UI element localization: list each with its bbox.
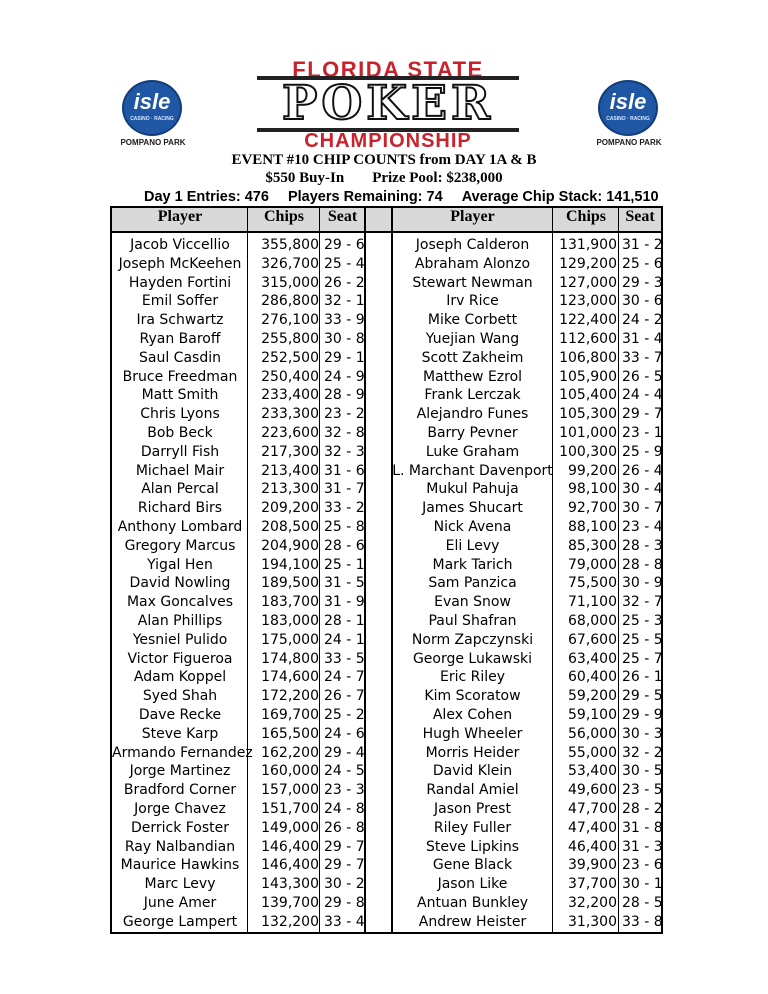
- chip-count: 204,900: [261, 537, 319, 554]
- seat-assignment: 26 - 1: [622, 669, 663, 686]
- player-name: James Shucart: [422, 500, 523, 517]
- chip-count: 160,000: [261, 763, 319, 780]
- seat-assignment: 29 - 7: [324, 838, 365, 855]
- seat-assignment: 32 - 8: [324, 425, 365, 441]
- player-name: Gregory Marcus: [124, 537, 236, 554]
- seat-assignment: 25 - 5: [622, 631, 663, 648]
- chip-count: 209,200: [261, 500, 319, 517]
- players-remaining: Players Remaining: 74: [287, 189, 443, 205]
- logo-pompano-park-text: POMPANO PARK: [120, 138, 186, 147]
- seat-assignment: 30 - 5: [622, 763, 663, 780]
- table-row: [112, 725, 661, 743]
- player-name: Dave Recke: [138, 707, 222, 723]
- player-name: George Lampert: [122, 913, 238, 930]
- player-name: Yigal Hen: [147, 556, 213, 573]
- table-row: [112, 292, 661, 310]
- player-name: George Lukawski: [412, 650, 533, 667]
- player-name: David Nowling: [129, 575, 231, 592]
- seat-assignment: 28 - 5: [622, 895, 663, 911]
- table-row: [112, 650, 661, 668]
- chip-count: 162,200: [261, 744, 319, 761]
- table-row: [112, 330, 661, 348]
- chip-count: 315,000: [261, 274, 319, 291]
- chip-count: 223,600: [261, 425, 319, 441]
- player-name: Mark Tarich: [432, 556, 513, 573]
- table-row: [112, 913, 661, 931]
- seat-assignment: 24 - 6: [324, 725, 365, 742]
- chip-count: 56,000: [568, 725, 617, 742]
- seat-assignment: 29 - 6: [324, 237, 365, 253]
- player-name: Adam Koppel: [133, 669, 227, 686]
- seat-assignment: 31 - 2: [622, 237, 663, 253]
- seat-assignment: 33 - 7: [622, 349, 663, 366]
- seat-assignment: 24 - 1: [324, 631, 365, 648]
- logo-isle-text: isle: [133, 89, 171, 114]
- player-name: Kim Scoratow: [424, 688, 521, 705]
- logo-isle-text: isle: [609, 89, 647, 114]
- player-name: Steve Karp: [141, 725, 219, 742]
- player-name: Mukul Pahuja: [426, 481, 519, 498]
- chip-count: 32,200: [568, 895, 617, 911]
- seat-assignment: 23 - 5: [622, 782, 663, 799]
- chip-count: 49,600: [568, 782, 617, 799]
- table-row: [112, 424, 661, 442]
- seat-assignment: 23 - 6: [622, 857, 663, 874]
- seat-assignment: 25 - 8: [324, 519, 365, 535]
- chip-count: 208,500: [261, 519, 319, 535]
- chip-count: 37,700: [568, 876, 617, 893]
- chip-count: 67,600: [568, 631, 617, 648]
- chip-count: 129,200: [559, 255, 617, 272]
- player-name: Armando Fernandez: [112, 744, 253, 761]
- chip-count: 105,400: [559, 387, 617, 404]
- player-name: Emil Soffer: [141, 293, 219, 310]
- player-name: Mike Corbett: [427, 312, 518, 329]
- seat-assignment: 28 - 9: [324, 387, 365, 404]
- header-player-right: Player: [450, 208, 495, 225]
- table-row: [112, 631, 661, 649]
- chip-count: 59,200: [568, 688, 617, 705]
- seat-assignment: 32 - 3: [324, 443, 365, 460]
- player-name: Max Goncalves: [126, 594, 234, 611]
- player-name: Paul Shafran: [428, 613, 517, 629]
- event-title: EVENT #10 CHIP COUNTS from DAY 1A & B: [231, 152, 537, 168]
- table-row: [112, 349, 661, 367]
- seat-assignment: 28 - 6: [324, 537, 365, 554]
- chip-count: 105,300: [559, 406, 617, 423]
- player-name: Victor Figueroa: [127, 650, 233, 667]
- seat-assignment: 29 - 1: [324, 349, 365, 366]
- seat-assignment: 28 - 8: [622, 556, 663, 573]
- seat-assignment: 31 - 5: [324, 575, 365, 592]
- seat-assignment: 33 - 9: [324, 312, 365, 329]
- player-name: Andrew Heister: [418, 913, 527, 930]
- header-seat-right: Seat: [625, 208, 655, 225]
- buy-in: $550 Buy-In: [265, 170, 345, 186]
- player-name: Hugh Wheeler: [422, 725, 523, 742]
- table-row: [112, 499, 661, 517]
- chip-count: 85,300: [568, 537, 617, 554]
- isle-casino-logo-left: [114, 80, 192, 150]
- chip-count: 47,700: [568, 801, 617, 817]
- player-name: Luke Graham: [425, 443, 520, 460]
- player-name: Randal Amiel: [426, 782, 519, 799]
- table-row: [112, 556, 661, 574]
- brand-florida-state: FLORIDA STATE: [292, 57, 484, 82]
- chip-count: 39,900: [568, 857, 617, 874]
- player-name: Jorge Martinez: [129, 763, 231, 780]
- chip-count: 252,500: [261, 349, 319, 366]
- chip-count: 98,100: [568, 481, 617, 498]
- player-name: Gene Black: [432, 857, 513, 874]
- chip-count: 112,600: [559, 331, 617, 347]
- player-name: Maurice Hawkins: [120, 857, 240, 874]
- table-row: [112, 800, 661, 818]
- player-name: Jason Prest: [434, 801, 511, 817]
- seat-assignment: 25 - 7: [622, 650, 663, 667]
- table-row: [112, 687, 661, 705]
- player-name: Chris Lyons: [140, 406, 220, 423]
- prize-pool: Prize Pool: $238,000: [372, 170, 503, 186]
- seat-assignment: 30 - 1: [622, 876, 663, 893]
- player-name: Joseph Calderon: [415, 237, 530, 253]
- seat-assignment: 25 - 6: [622, 255, 663, 272]
- table-row: [112, 480, 661, 498]
- player-name: Alejandro Funes: [416, 406, 529, 423]
- player-name: Irv Rice: [446, 293, 499, 310]
- player-name: Jorge Chavez: [134, 801, 226, 817]
- seat-assignment: 26 - 2: [324, 274, 365, 291]
- chip-count: 88,100: [568, 519, 617, 535]
- table-header: [112, 208, 661, 233]
- player-name: Steve Lipkins: [425, 838, 520, 855]
- player-name: Bradford Corner: [123, 782, 237, 799]
- player-name: Jacob Viccellio: [130, 237, 230, 253]
- seat-assignment: 24 - 7: [324, 669, 365, 686]
- seat-assignment: 29 - 4: [324, 744, 365, 761]
- table-row: [112, 574, 661, 592]
- chip-count: 276,100: [261, 312, 319, 329]
- player-name: Morris Heider: [425, 744, 520, 761]
- average-chip-stack: Average Chip Stack: 141,510: [461, 189, 659, 205]
- player-name: June Amer: [143, 895, 217, 911]
- chip-count: 101,000: [559, 425, 617, 441]
- player-name: Riley Fuller: [433, 819, 512, 836]
- seat-assignment: 26 - 7: [324, 688, 365, 705]
- chip-count: 151,700: [261, 801, 319, 817]
- chip-count: 326,700: [261, 255, 319, 272]
- chip-count: 233,300: [261, 406, 319, 423]
- player-name: Matt Smith: [141, 387, 219, 404]
- seat-assignment: 28 - 1: [324, 613, 365, 629]
- chip-count: 174,600: [261, 669, 319, 686]
- chip-count: 63,400: [568, 650, 617, 667]
- chip-count: 55,000: [568, 744, 617, 761]
- player-name: Bruce Freedman: [122, 368, 238, 385]
- table-row: [112, 593, 661, 611]
- table-row: [112, 819, 661, 837]
- table-row: [112, 781, 661, 799]
- seat-assignment: 30 - 9: [622, 575, 663, 592]
- seat-assignment: 31 - 3: [622, 838, 663, 855]
- chip-count: 157,000: [261, 782, 319, 799]
- player-name: L. Marchant Davenport: [392, 462, 553, 479]
- player-name: Barry Pevner: [427, 425, 518, 441]
- player-name: Yuejian Wang: [425, 331, 520, 347]
- chip-count: 131,900: [559, 237, 617, 253]
- chip-count: 174,800: [261, 650, 319, 667]
- player-name: Frank Lerczak: [424, 387, 521, 404]
- seat-assignment: 26 - 8: [324, 819, 365, 836]
- seat-assignment: 31 - 9: [324, 594, 365, 611]
- seat-assignment: 23 - 2: [324, 406, 365, 423]
- player-name: Stewart Newman: [412, 274, 533, 291]
- seat-assignment: 30 - 7: [622, 500, 663, 517]
- brand-poker: POKER: [257, 76, 519, 132]
- seat-assignment: 23 - 4: [622, 519, 663, 535]
- player-name: Michael Mair: [135, 462, 225, 479]
- seat-assignment: 28 - 3: [622, 537, 663, 554]
- seat-assignment: 24 - 5: [324, 763, 365, 780]
- chip-count: 213,400: [261, 462, 319, 479]
- player-name: Yesniel Pulido: [132, 631, 228, 648]
- player-name: Joseph McKeehen: [118, 255, 242, 272]
- seat-assignment: 31 - 7: [324, 481, 365, 498]
- chip-count: 146,400: [261, 857, 319, 874]
- player-name: Richard Birs: [137, 500, 223, 517]
- table-row: [112, 537, 661, 555]
- chip-count: 71,100: [568, 594, 617, 611]
- player-name: Jason Like: [437, 876, 508, 893]
- isle-casino-logo-right: [590, 80, 668, 150]
- chip-count: 31,300: [568, 913, 617, 930]
- seat-assignment: 30 - 6: [622, 293, 663, 310]
- seat-assignment: 30 - 2: [324, 876, 365, 893]
- chip-count: 213,300: [261, 481, 319, 498]
- seat-assignment: 23 - 1: [622, 425, 663, 441]
- player-name: Ira Schwartz: [136, 312, 224, 329]
- chip-count: 46,400: [568, 838, 617, 855]
- chip-count: 194,100: [261, 556, 319, 573]
- table-row: [112, 462, 661, 480]
- table-row: [112, 236, 661, 254]
- table-row: [112, 255, 661, 273]
- table-row: [112, 875, 661, 893]
- seat-assignment: 30 - 4: [622, 481, 663, 498]
- player-name: Bob Beck: [147, 425, 213, 441]
- seat-assignment: 25 - 1: [324, 556, 365, 573]
- player-name: Abraham Alonzo: [414, 255, 531, 272]
- header-player-left: Player: [157, 208, 203, 225]
- seat-assignment: 33 - 2: [324, 500, 365, 517]
- chip-count: 143,300: [261, 876, 319, 893]
- seat-assignment: 23 - 3: [324, 782, 365, 799]
- table-row: [112, 744, 661, 762]
- brand-championship: CHAMPIONSHIP: [304, 130, 472, 152]
- seat-assignment: 29 - 8: [324, 895, 365, 911]
- chip-count-table: [110, 206, 663, 934]
- seat-assignment: 29 - 9: [622, 707, 663, 723]
- seat-assignment: 29 - 7: [324, 857, 365, 874]
- logo-casino-racing-text: CASINO · RACING: [130, 116, 174, 122]
- seat-assignment: 28 - 2: [622, 801, 663, 817]
- player-name: Scott Zakheim: [421, 349, 524, 366]
- player-name: Evan Snow: [434, 594, 511, 611]
- player-name: Matthew Ezrol: [422, 368, 523, 385]
- chip-count: 127,000: [559, 274, 617, 291]
- table-row: [112, 518, 661, 536]
- chip-count: 149,000: [261, 819, 319, 836]
- seat-assignment: 24 - 9: [324, 368, 365, 385]
- player-name: Alan Percal: [141, 481, 219, 498]
- player-name: Antuan Bunkley: [417, 895, 528, 911]
- seat-assignment: 30 - 8: [324, 331, 365, 347]
- chip-count: 139,700: [261, 895, 319, 911]
- chip-count: 106,800: [559, 349, 617, 366]
- chip-count: 165,500: [261, 725, 319, 742]
- chip-count: 183,000: [261, 613, 319, 629]
- player-name: David Klein: [432, 763, 513, 780]
- seat-assignment: 25 - 2: [324, 707, 365, 723]
- player-name: Saul Casdin: [139, 349, 221, 366]
- header-chips-left: Chips: [263, 208, 305, 225]
- seat-assignment: 31 - 6: [324, 462, 365, 479]
- chip-count: 60,400: [568, 669, 617, 686]
- player-name: Alex Cohen: [432, 707, 513, 723]
- seat-assignment: 33 - 8: [622, 913, 663, 930]
- table-row: [112, 668, 661, 686]
- player-name: Nick Avena: [433, 519, 512, 535]
- player-name: Hayden Fortini: [128, 274, 232, 291]
- chip-count: 183,700: [261, 594, 319, 611]
- chip-count: 100,300: [559, 443, 617, 460]
- player-name: Anthony Lombard: [117, 519, 243, 535]
- table-row: [112, 762, 661, 780]
- chip-count: 53,400: [568, 763, 617, 780]
- chip-count: 105,900: [559, 368, 617, 385]
- seat-assignment: 33 - 4: [324, 913, 365, 930]
- header: [0, 0, 768, 155]
- seat-assignment: 25 - 9: [622, 443, 663, 460]
- seat-assignment: 24 - 2: [622, 312, 663, 329]
- chip-count: 169,700: [261, 707, 319, 723]
- seat-assignment: 31 - 4: [622, 331, 663, 347]
- logo-pompano-park-text: POMPANO PARK: [596, 138, 662, 147]
- header-chips-right: Chips: [565, 208, 607, 225]
- seat-assignment: 25 - 3: [622, 613, 663, 629]
- seat-assignment: 29 - 3: [622, 274, 663, 291]
- seat-assignment: 29 - 7: [622, 406, 663, 423]
- day1-entries: Day 1 Entries: 476: [144, 189, 269, 205]
- chip-count: 217,300: [261, 443, 319, 460]
- player-name: Alan Phillips: [137, 613, 223, 629]
- table-row: [112, 405, 661, 423]
- table-row: [112, 443, 661, 461]
- table-row: [112, 838, 661, 856]
- player-name: Eli Levy: [445, 537, 500, 554]
- chip-count: 99,200: [568, 462, 617, 479]
- player-name: Eric Riley: [439, 669, 506, 686]
- chip-count: 146,400: [261, 838, 319, 855]
- seat-assignment: 32 - 7: [622, 594, 663, 611]
- event-stats-line: [144, 189, 659, 205]
- chip-count: 355,800: [261, 237, 319, 253]
- seat-assignment: 32 - 1: [324, 293, 365, 310]
- table-row: [112, 274, 661, 292]
- chip-count: 123,000: [559, 293, 617, 310]
- player-name: Syed Shah: [142, 688, 218, 705]
- player-name: Darryll Fish: [140, 443, 220, 460]
- chip-count: 175,000: [261, 631, 319, 648]
- seat-assignment: 26 - 5: [622, 368, 663, 385]
- chip-count: 75,500: [568, 575, 617, 592]
- seat-assignment: 33 - 5: [324, 650, 365, 667]
- table-row: [112, 894, 661, 912]
- table-row: [112, 856, 661, 874]
- event-buyin-line: [0, 170, 768, 187]
- logo-casino-racing-text: CASINO · RACING: [606, 116, 650, 122]
- seat-assignment: 32 - 2: [622, 744, 663, 761]
- header-seat-left: Seat: [327, 208, 358, 225]
- chip-count: 79,000: [568, 556, 617, 573]
- player-name: Ray Nalbandian: [124, 838, 236, 855]
- chip-count: 189,500: [261, 575, 319, 592]
- chip-count: 92,700: [568, 500, 617, 517]
- chip-count: 172,200: [261, 688, 319, 705]
- table-row: [112, 386, 661, 404]
- chip-count: 47,400: [568, 819, 617, 836]
- seat-assignment: 24 - 4: [622, 387, 663, 404]
- player-name: Norm Zapczynski: [411, 631, 534, 648]
- chip-count: 233,400: [261, 387, 319, 404]
- player-name: Ryan Baroff: [139, 331, 221, 347]
- seat-assignment: 25 - 4: [324, 255, 365, 272]
- seat-assignment: 24 - 8: [324, 801, 365, 817]
- player-name: Sam Panzica: [428, 575, 517, 592]
- table-row: [112, 311, 661, 329]
- table-row: [112, 368, 661, 386]
- chip-count: 132,200: [261, 913, 319, 930]
- chip-count: 286,800: [261, 293, 319, 310]
- seat-assignment: 26 - 4: [622, 462, 663, 479]
- chip-count: 59,100: [568, 707, 617, 723]
- chip-count: 250,400: [261, 368, 319, 385]
- player-name: Marc Levy: [144, 876, 216, 893]
- chip-count: 255,800: [261, 331, 319, 347]
- player-name: Derrick Foster: [130, 819, 230, 836]
- seat-assignment: 31 - 8: [622, 819, 663, 836]
- chip-count: 122,400: [559, 312, 617, 329]
- table-row: [112, 706, 661, 724]
- seat-assignment: 29 - 5: [622, 688, 663, 705]
- chip-count: 68,000: [568, 613, 617, 629]
- table-row: [112, 612, 661, 630]
- seat-assignment: 30 - 3: [622, 725, 663, 742]
